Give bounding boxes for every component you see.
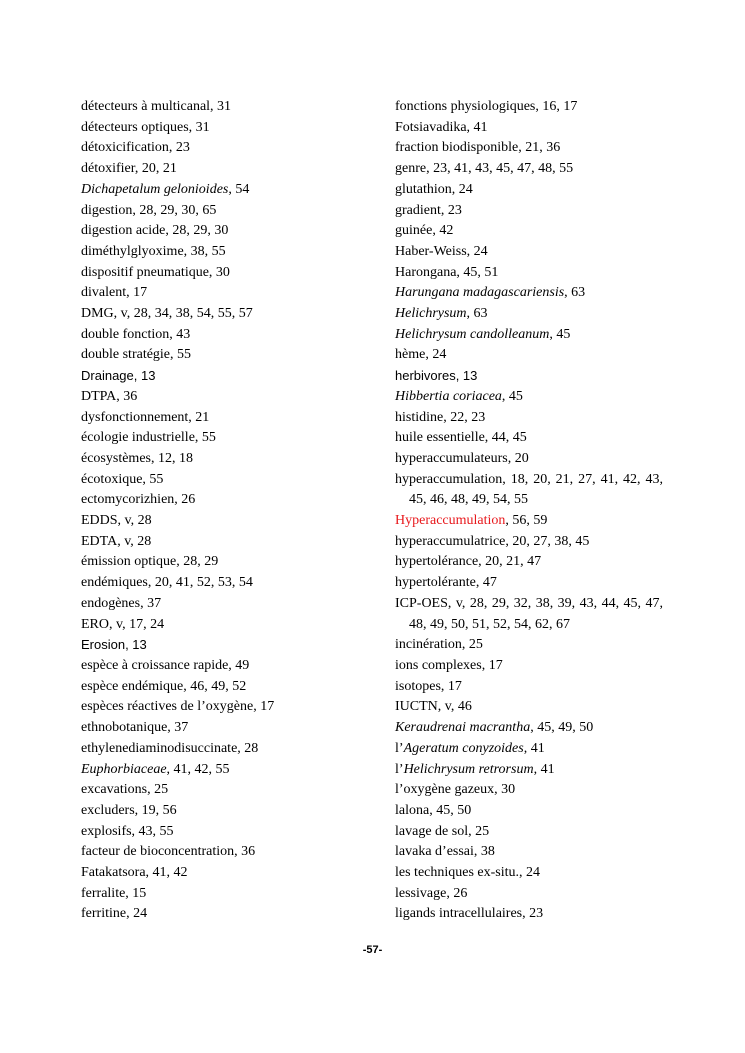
- index-entry: [81, 594, 371, 615]
- index-entry-text: , 45: [549, 326, 571, 342]
- index-entry-text: ICP-OES, v, 28, 29, 32, 38, 39, 43, 44, 45, 47, 48, 49, 50, 51, 52, 54, 62, 67: [395, 595, 663, 632]
- index-entry: [395, 842, 663, 863]
- index-entry-text: histidine, 22, 23: [395, 409, 486, 425]
- index-entry: [395, 677, 663, 698]
- index-entry: [81, 615, 371, 636]
- index-entry-text: détoxicification, 23: [81, 140, 190, 156]
- index-term-italic: Helichrysum candolleanum: [395, 326, 550, 342]
- index-entry: [395, 97, 663, 118]
- index-entry: [395, 532, 663, 553]
- index-entry: [395, 283, 663, 304]
- index-entry-text: ethylenediaminodisuccinate, 28: [81, 740, 259, 756]
- index-entry-text: herbivores, 13: [395, 368, 478, 384]
- index-entry: [395, 697, 663, 718]
- index-entry-text: les techniques ex-situ., 24: [395, 865, 541, 881]
- index-entry: [81, 718, 371, 739]
- index-entry: [81, 573, 371, 594]
- index-entry-text: fraction biodisponible, 21, 36: [395, 140, 561, 156]
- index-entry: [81, 345, 371, 366]
- index-entry-text: lalona, 45, 50: [395, 802, 472, 818]
- index-entry: [81, 118, 371, 139]
- index-entry: [81, 387, 371, 408]
- index-entry: [81, 884, 371, 905]
- index-entry: [395, 863, 663, 884]
- index-entry-text: hypertolérance, 20, 21, 47: [395, 554, 542, 570]
- index-entry-text: divalent, 17: [81, 285, 148, 301]
- index-entry: [395, 635, 663, 656]
- index-entry-text: Erosion, 13: [81, 637, 147, 653]
- index-entry: [81, 304, 371, 325]
- index-entry: [395, 718, 663, 739]
- index-entry-text: , 63: [564, 285, 586, 301]
- index-entry-text: incinération, 25: [395, 637, 483, 653]
- index-entry-text: isotopes, 17: [395, 678, 462, 694]
- index-entry-text: émission optique, 28, 29: [81, 554, 219, 570]
- index-entry: [395, 449, 663, 470]
- index-entry: [395, 801, 663, 822]
- index-entry: [395, 594, 663, 635]
- index-entry-text: fonctions physiologiques, 16, 17: [395, 99, 578, 114]
- index-entry: [395, 304, 663, 325]
- index-entry-text: l’oxygène gazeux, 30: [395, 782, 516, 798]
- index-entry-text: Drainage, 13: [81, 368, 156, 384]
- index-entry-text: , 63: [466, 306, 488, 322]
- index-entry: [81, 242, 371, 263]
- index-entry-text: excluders, 19, 56: [81, 802, 177, 818]
- index-entry: [81, 449, 371, 470]
- index-entry: [395, 180, 663, 201]
- index-term-italic: Helichrysum: [395, 306, 467, 322]
- index-entry-text: , 41, 42, 55: [166, 761, 230, 777]
- index-entry-text: espèces réactives de l’oxygène, 17: [81, 699, 275, 715]
- index-entry-text: , 41: [523, 740, 545, 756]
- index-entry: [81, 97, 371, 118]
- index-entry-text: double fonction, 43: [81, 326, 191, 342]
- index-entry-text: Fatakatsora, 41, 42: [81, 865, 188, 881]
- index-term-italic: Dichapetalum gelonioides: [81, 181, 229, 197]
- index-entry: [395, 470, 663, 511]
- index-entry-text: Fotsiavadika, 41: [395, 119, 488, 135]
- index-column-left: [81, 97, 371, 925]
- index-entry: [81, 428, 371, 449]
- index-entry-text: ferralite, 15: [81, 885, 147, 901]
- index-entry: [395, 201, 663, 222]
- index-entry: [81, 490, 371, 511]
- index-entry: [81, 739, 371, 760]
- index-entry-text: diméthylglyoxime, 38, 55: [81, 243, 226, 259]
- index-entry: [395, 428, 663, 449]
- index-entry-text: lavage de sol, 25: [395, 823, 490, 839]
- index-entry-text: endémiques, 20, 41, 52, 53, 54: [81, 575, 253, 591]
- index-entry: [395, 822, 663, 843]
- index-term-italic: Ageratum conyzoides: [403, 740, 524, 756]
- index-entry: [81, 159, 371, 180]
- index-entry: [81, 552, 371, 573]
- index-entry: [81, 697, 371, 718]
- index-entry: [395, 325, 663, 346]
- index-entry-text: Harongana, 45, 51: [395, 264, 499, 280]
- index-entry: [81, 470, 371, 491]
- index-entry: [81, 635, 371, 656]
- index-entry-text: gradient, 23: [395, 202, 462, 218]
- index-entry: [395, 760, 663, 781]
- index-entry-text: EDTA, v, 28: [81, 533, 152, 549]
- index-entry-text: ectomycorizhien, 26: [81, 492, 196, 508]
- index-entry: [395, 242, 663, 263]
- index-entry-text: , 54: [228, 181, 250, 197]
- index-entry-text: , 45: [501, 388, 523, 404]
- index-entry-text: DTPA, 36: [81, 388, 138, 404]
- index-entry: [395, 884, 663, 905]
- index-entry: [81, 863, 371, 884]
- index-entry-text: hyperaccumulatrice, 20, 27, 38, 45: [395, 533, 590, 549]
- index-entry: [81, 656, 371, 677]
- index-entry-text: ERO, v, 17, 24: [81, 616, 165, 632]
- index-term-italic: Hibbertia coriacea: [395, 388, 502, 404]
- index-entry: [395, 118, 663, 139]
- index-entry-text: digestion, 28, 29, 30, 65: [81, 202, 217, 218]
- index-entry-text: genre, 23, 41, 43, 45, 47, 48, 55: [395, 161, 574, 177]
- index-entry: [395, 345, 663, 366]
- index-entry: [395, 656, 663, 677]
- index-entry: [395, 221, 663, 242]
- index-term-italic: Euphorbiaceae: [81, 761, 167, 777]
- index-entry-text: l’: [395, 761, 404, 777]
- index-entry-text: espèce à croissance rapide, 49: [81, 657, 250, 673]
- index-entry: [395, 552, 663, 573]
- index-entry-text: dysfonctionnement, 21: [81, 409, 210, 425]
- index-entry: [81, 842, 371, 863]
- index-entry: [81, 532, 371, 553]
- index-entry-text: IUCTN, v, 46: [395, 699, 472, 715]
- index-entry: [81, 201, 371, 222]
- index-entry-text: ferritine, 24: [81, 906, 148, 922]
- index-entry: [395, 780, 663, 801]
- index-entry-text: ethnobotanique, 37: [81, 720, 189, 736]
- index-entry-text: Haber-Weiss, 24: [395, 243, 488, 259]
- index-entry-text: , 45, 49, 50: [530, 720, 594, 736]
- index-entry: [81, 408, 371, 429]
- index-entry: [81, 138, 371, 159]
- index-entry: [81, 511, 371, 532]
- index-entry: [395, 739, 663, 760]
- index-entry-text: double stratégie, 55: [81, 347, 192, 363]
- index-entry-text: dispositif pneumatique, 30: [81, 264, 230, 280]
- index-entry: [395, 159, 663, 180]
- index-entry-text: glutathion, 24: [395, 181, 473, 197]
- index-entry-text: hyperaccumulateurs, 20: [395, 450, 529, 466]
- index-entry: [81, 221, 371, 242]
- index-entry-text: facteur de bioconcentration, 36: [81, 844, 256, 860]
- index-entry-text: espèce endémique, 46, 49, 52: [81, 678, 247, 694]
- index-entry: [395, 408, 663, 429]
- index-entry: [81, 677, 371, 698]
- index-entry-text: écosystèmes, 12, 18: [81, 450, 193, 466]
- index-entry-text: ions complexes, 17: [395, 657, 503, 673]
- index-entry: [81, 904, 371, 925]
- index-entry: [395, 511, 663, 532]
- index-entry: [81, 760, 371, 781]
- index-entry: [81, 366, 371, 387]
- index-entry-text: écotoxique, 55: [81, 471, 164, 487]
- index-entry-text: détoxifier, 20, 21: [81, 161, 177, 177]
- index-entry-text: l’: [395, 740, 404, 756]
- index-entry: [81, 801, 371, 822]
- index-entry: [81, 822, 371, 843]
- index-entry-text: endogènes, 37: [81, 595, 162, 611]
- index-entry-text: lessivage, 26: [395, 885, 468, 901]
- index-entry-text: explosifs, 43, 55: [81, 823, 174, 839]
- index-entry-text: huile essentielle, 44, 45: [395, 430, 527, 446]
- index-entry-text: , 41: [533, 761, 555, 777]
- index-entry-text: écologie industrielle, 55: [81, 430, 216, 446]
- index-entry: [81, 180, 371, 201]
- index-entry: [395, 366, 663, 387]
- index-term-italic: Keraudrenai macrantha: [395, 720, 531, 736]
- index-entry-text: DMG, v, 28, 34, 38, 54, 55, 57: [81, 306, 253, 322]
- index-entry: [81, 780, 371, 801]
- index-term-italic: Helichrysum retrorsum: [403, 761, 534, 777]
- index-entry-text: , 56, 59: [505, 513, 548, 529]
- index-entry-text: hème, 24: [395, 347, 447, 363]
- index-entry: [395, 138, 663, 159]
- index-entry: [395, 904, 663, 925]
- index-entry: [395, 387, 663, 408]
- index-entry-text: excavations, 25: [81, 782, 169, 798]
- index-term-italic: Harungana madagascariensis: [395, 285, 565, 301]
- index-entry-text: hyperaccumulation, 18, 20, 21, 27, 41, 42, 43, 45, 46, 48, 49, 54, 55: [395, 471, 663, 508]
- index-entry-text: lavaka d’essai, 38: [395, 844, 495, 860]
- index-entry: [395, 263, 663, 284]
- index-column-right: [395, 97, 663, 925]
- index-entry-text: détecteurs optiques, 31: [81, 119, 210, 135]
- index-term-highlighted: Hyperaccumulation: [395, 513, 506, 529]
- index-entry: [81, 283, 371, 304]
- index-entry: [81, 325, 371, 346]
- index-entry: [395, 573, 663, 594]
- index-entry-text: EDDS, v, 28: [81, 513, 152, 529]
- index-entry-text: digestion acide, 28, 29, 30: [81, 223, 229, 239]
- index-entry: [81, 263, 371, 284]
- page-number: -57-: [362, 944, 383, 956]
- index-entry-text: guinée, 42: [395, 223, 454, 239]
- index-entry-text: hypertolérante, 47: [395, 575, 497, 591]
- index-entry-text: détecteurs à multicanal, 31: [81, 99, 232, 114]
- index-entry-text: ligands intracellulaires, 23: [395, 906, 544, 922]
